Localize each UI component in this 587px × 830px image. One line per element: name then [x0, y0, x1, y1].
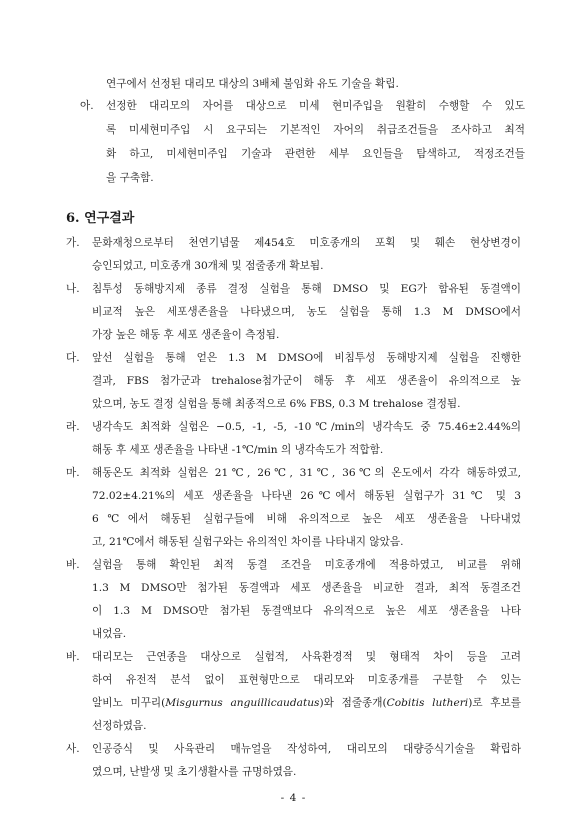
- result-line: 비교적 높은 세포생존율을 나타냈으며, 농도 실험을 통해 1.3 M DMSO에서: [92, 306, 521, 318]
- result-line: 앞선 실험을 통해 얻은 1.3 M DMSO에 비침투성 동해방지제 실험을 진행한: [92, 352, 521, 364]
- result-line: 인공증식 및 사육관리 매뉴얼을 작성하여, 대리모의 대량증식기술을 확립하: [92, 743, 521, 755]
- result-line: 해동 후 세포 생존율을 나타낸 -1℃/min 의 냉각속도가 적합함.: [92, 444, 384, 456]
- result-line: 침투성 동해방지제 종류 결정 실험을 통해 DMSO 및 EG가 함유된 동결액이: [92, 283, 521, 295]
- result-line: 가장 높은 해동 후 세포 생존율이 측정됨.: [92, 329, 280, 341]
- result-line: 았으며, 농도 결정 실험을 통해 최종적으로 6% FBS, 0.3 M trehalose 결정됨.: [92, 398, 461, 410]
- result-line: 문화재청으로부터 천연기념물 제454호 미호종개의 포획 및 훼손 현상변경이: [92, 237, 521, 249]
- item-a-marker: 아.: [80, 100, 94, 112]
- result-marker: 나.: [66, 283, 80, 295]
- result-line: 72.02±4.21%의 세포 생존율을 나타낸 26℃에서 해동된 실험구가 31℃ 및 3: [92, 490, 521, 502]
- page-number: - 4 -: [280, 792, 307, 804]
- result-marker: 바.: [66, 559, 80, 571]
- result-marker: 바.: [66, 651, 80, 663]
- result-line: 하여 유전적 분석 없이 표현형만으로 대리모와 미호종개를 구분할 수 있는: [92, 674, 521, 686]
- result-line: 내었음.: [92, 628, 127, 640]
- result-line: 해동온도 최적화 실험은 21℃, 26℃, 31℃, 36℃의 온도에서 각각 해동하였고,: [92, 467, 521, 479]
- intro-continuation-line: 연구에서 선정된 대리모 대상의 3배체 불임화 유도 기술을 확립.: [106, 78, 399, 90]
- result-marker: 라.: [66, 421, 80, 433]
- result-marker: 사.: [66, 743, 80, 755]
- result-line: 선정하였음.: [92, 720, 147, 732]
- result-line: 고, 21℃에서 해동된 실험구와는 유의적인 차이를 나타내지 않았음.: [92, 536, 404, 548]
- result-line: 결과, FBS 첨가군과 trehalose첨가군이 해동 후 세포 생존율이 유의적으로 높: [92, 375, 521, 387]
- result-marker: 마.: [66, 467, 80, 479]
- result-line: 승인되었고, 미호종개 30개체 및 점줄종개 확보됨.: [92, 260, 324, 272]
- item-a-line: 을 구축함.: [106, 172, 154, 184]
- item-a-line: 록 미세현미주입 시 요구되는 기본적인 자어의 취급조건들을 조사하고 최적: [106, 124, 525, 136]
- result-line: 알비노 미꾸리(Misgurnus anguillicaudatus)와 점줄종개(Cobitis lutheri)로 후보를: [92, 697, 522, 709]
- result-marker: 가.: [66, 237, 80, 249]
- section-heading: 6. 연구결과: [66, 211, 135, 226]
- result-line: 이 1.3 M DMSO만 첨가된 동결액보다 유의적으로 높은 세포 생존율을 나타: [92, 605, 521, 617]
- result-line: 냉각속도 최적화 실험은 −0.5, -1, -5, -10℃/min의 냉각속도 중 75.46±2.44%의: [92, 421, 521, 433]
- result-line: 1.3 M DMSO만 첨가된 동결액과 세포 생존율을 비교한 결과, 최적 동결조건: [92, 582, 521, 594]
- item-a-line: 선정한 대리모의 자어를 대상으로 미세 현미주입을 원활히 수행할 수 있도: [106, 100, 525, 112]
- result-marker: 다.: [66, 352, 80, 364]
- item-a-line: 화 하고, 미세현미주입 기술과 관련한 세부 요인들을 탐색하고, 적정조건들: [106, 148, 525, 160]
- result-line: 였으며, 난발생 및 초기생활사를 규명하였음.: [92, 766, 297, 778]
- result-line: 실험을 통해 확인된 최적 동결 조건을 미호종개에 적용하였고, 비교를 위해: [92, 559, 521, 571]
- result-line: 6℃에서 해동된 실험구들에 비해 유의적으로 높은 세포 생존율을 나타내었: [92, 513, 521, 525]
- result-line: 대리모는 근연종을 대상으로 실험적, 사육환경적 및 형태적 차이 등을 고려: [92, 651, 521, 663]
